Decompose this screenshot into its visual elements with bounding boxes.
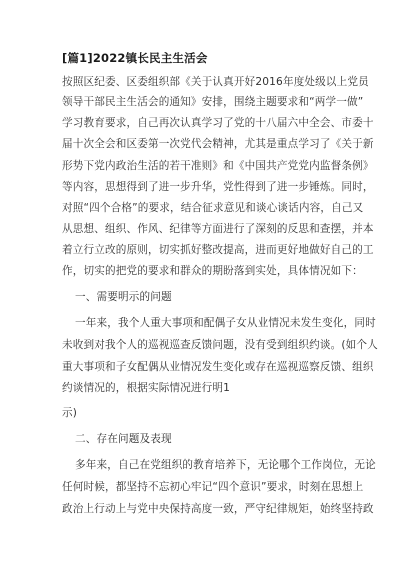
paragraph-line: 未收到对我个人的巡视巡查反馈问题，没有受到组织约谈。(如个人	[62, 339, 378, 351]
section-heading: 二、存在问题及表现	[75, 433, 172, 445]
paragraph-line: 等内容，思想得到了进一步升华，党性得到了进一步锤炼。同时，	[62, 181, 374, 193]
paragraph-line: 多年来，自己在党组织的教育培养下，无论哪个工作岗位，无论	[75, 459, 376, 471]
paragraph-line: 约谈情况的，根据实际情况进行明1	[62, 382, 231, 394]
paragraph-line: 对照“四个合格”的要求，结合征求意见和谈心谈话内容，自己又	[62, 202, 364, 214]
paragraph-line: 形势下党内政治生活的若干准则》和《中国共产党党内监督条例》	[62, 160, 374, 172]
section-heading: 一、需要明示的问题	[75, 291, 172, 303]
document-title: [篇1]2022镇长民主生活会	[62, 51, 208, 65]
paragraph-line: 学习教育要求，自己再次认真学习了党的十八届六中全会、市委十	[62, 117, 374, 129]
paragraph-line: 届十次全会和区委第一次党代会精神，尤其是重点学习了《关于新	[62, 138, 374, 150]
paragraph-line: 领导干部民主生活会的通知》安排，围绕主题要求和“两学一做”	[62, 96, 364, 108]
paragraph-line: 从思想、组织、作风、纪律等方面进行了深刻的反思和查摆，并本	[62, 223, 374, 235]
paragraph-line: 着立行立改的原则，切实抓好整改提高，进而更好地做好自己的工	[62, 244, 374, 256]
paragraph-line: 一年来，我个人重大事项和配偶子女从业情况未发生变化，同时	[75, 317, 376, 329]
paragraph-line: 重大事项和子女配偶从业情况发生变化或存在巡视巡察反馈、组织	[62, 361, 374, 373]
paragraph-line: 政治上行动上与党中央保持高度一致，严守纪律规矩，始终坚持政	[62, 503, 374, 515]
paragraph-line: 按照区纪委、区委组织部《关于认真开好2016年度处级以上党员	[62, 76, 369, 88]
paragraph-line: 示)	[62, 407, 78, 419]
paragraph-line: 任何时候，都坚持不忘初心牢记“四个意识”要求，时刻在思想上	[62, 481, 364, 493]
paragraph-line: 作，切实的把党的要求和群众的期盼落到实处，具体情况如下：	[62, 265, 363, 277]
